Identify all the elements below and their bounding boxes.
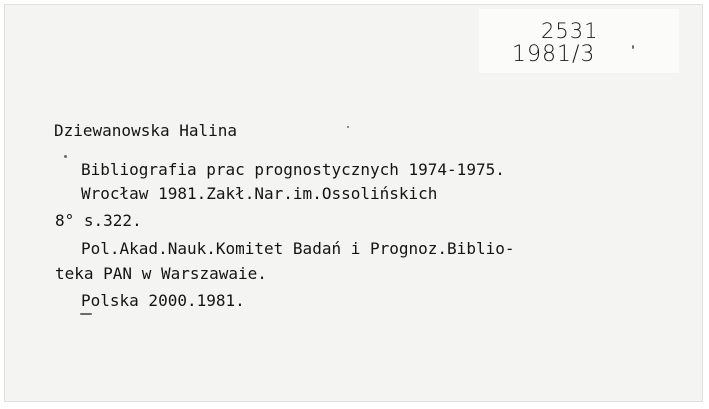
series-line-2: teka PAN w Warszawaie. bbox=[55, 264, 267, 283]
imprint-line: Wrocław 1981.Zakł.Nar.im.Ossolińskich bbox=[81, 184, 438, 203]
ink-speck bbox=[80, 313, 92, 315]
catalog-card bbox=[4, 4, 703, 402]
ink-speck bbox=[347, 126, 349, 128]
title-line: Bibliografia prac prognostycznych 1974-1975. bbox=[81, 160, 505, 179]
ink-speck bbox=[632, 45, 634, 49]
ink-speck bbox=[64, 155, 67, 158]
series-line-1: Pol.Akad.Nauk.Komitet Badań i Prognoz.Biblio- bbox=[81, 239, 515, 258]
subject-line: Polska 2000.1981. bbox=[81, 291, 245, 310]
format-line: 8° s.322. bbox=[55, 211, 142, 230]
shelfmark-line-2: 1981/3 bbox=[512, 42, 596, 67]
shelfmark-line-1: 2531 bbox=[541, 19, 599, 43]
author-name: Dziewanowska Halina bbox=[54, 121, 238, 140]
